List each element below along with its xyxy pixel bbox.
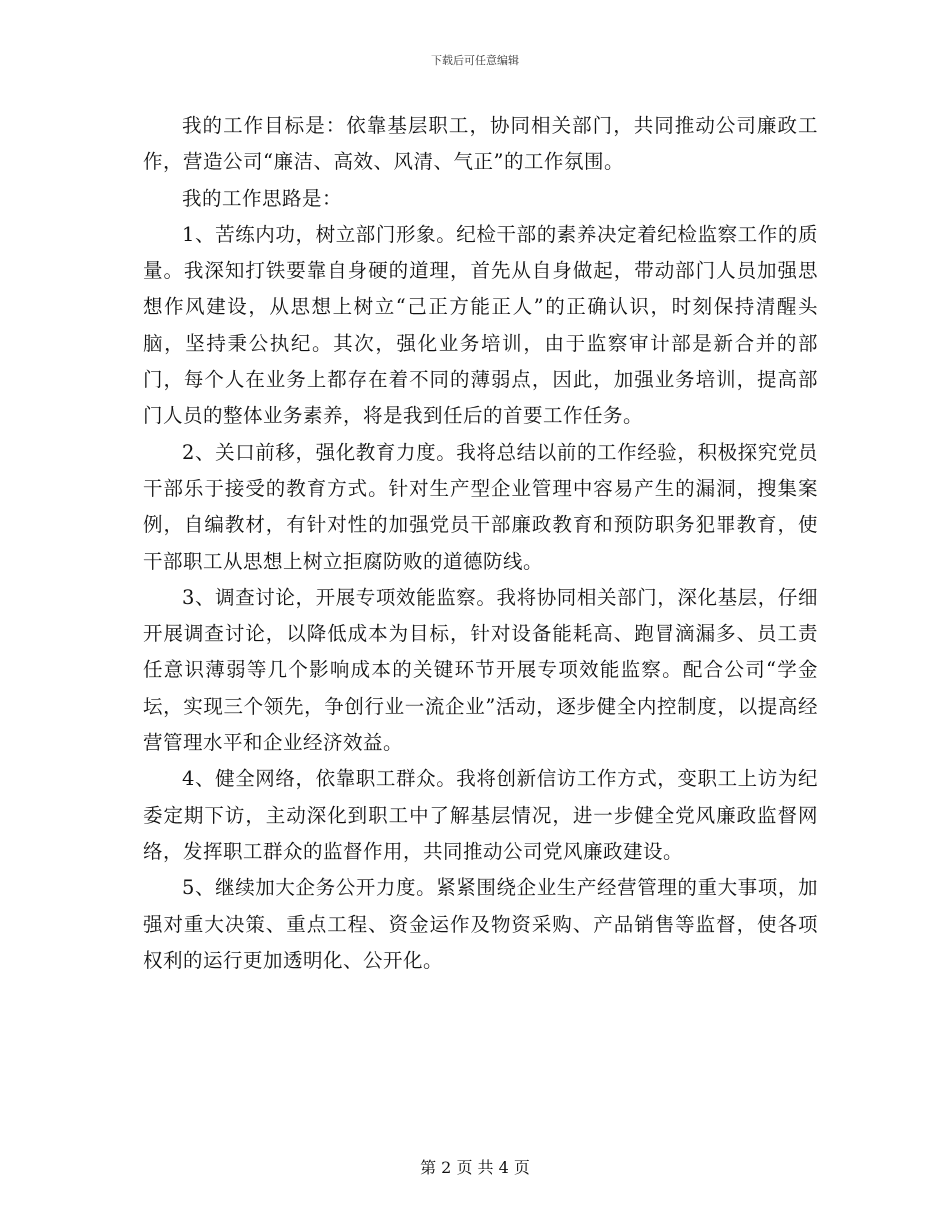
- paragraph-item-5: 5、继续加大企务公开力度。紧紧围绕企业生产经营管理的重大事项，加强对重大决策、重点工程、资金运作及物资采购、产品销售等监督，使各项权利的运行更加透明化、公开化。: [143, 876, 818, 972]
- paragraph-goal: 我的工作目标是：依靠基层职工，协同相关部门，共同推动公司廉政工作，营造公司“廉洁、高效、风清、气正”的工作氛围。: [143, 114, 818, 174]
- paragraph-item-2: 2、关口前移，强化教育力度。我将总结以前的工作经验，积极探究党员干部乐于接受的教育方式。针对生产型企业管理中容易产生的漏洞，搜集案例，自编教材，有针对性的加强党员干部廉政教育和预防职务犯罪教育，使干部职工从思想上树立拒腐防败的道德防线。: [143, 440, 818, 573]
- paragraph-item-3: 3、调查讨论，开展专项效能监察。我将协同相关部门，深化基层，仔细开展调查讨论，以降低成本为目标，针对设备能耗高、跑冒滴漏多、员工责任意识薄弱等几个影响成本的关键环节开展专项效能监察。配合公司“学金坛，实现三个领先，争创行业一流企业”活动，逐步健全内控制度，以提高经营管理水平和企业经济效益。: [143, 585, 818, 755]
- paragraph-item-1: 1、苦练内功，树立部门形象。纪检干部的素养决定着纪检监察工作的质量。我深知打铁要靠自身硬的道理，首先从自身做起，带动部门人员加强思想作风建设，从思想上树立“己正方能正人”的正确认识，时刻保持清醒头脑，坚持秉公执纪。其次，强化业务培训，由于监察审计部是新合并的部门，每个人在业务上都存在着不同的薄弱点，因此，加强业务培训，提高部门人员的整体业务素养，将是我到任后的首要工作任务。: [143, 222, 818, 428]
- page-number: 第 2 页 共 4 页: [420, 1158, 530, 1177]
- document-body: [143, 108, 818, 979]
- page-header: 下载后可任意编辑: [431, 54, 519, 67]
- paragraph-item-4: 4、健全网络，依靠职工群众。我将创新信访工作方式，变职工上访为纪委定期下访，主动深化到职工中了解基层情况，进一步健全党风廉政监督网络，发挥职工群众的监督作用，共同推动公司党风廉政建设。: [143, 767, 818, 863]
- paragraph-approach-intro: 我的工作思路是：: [182, 186, 343, 210]
